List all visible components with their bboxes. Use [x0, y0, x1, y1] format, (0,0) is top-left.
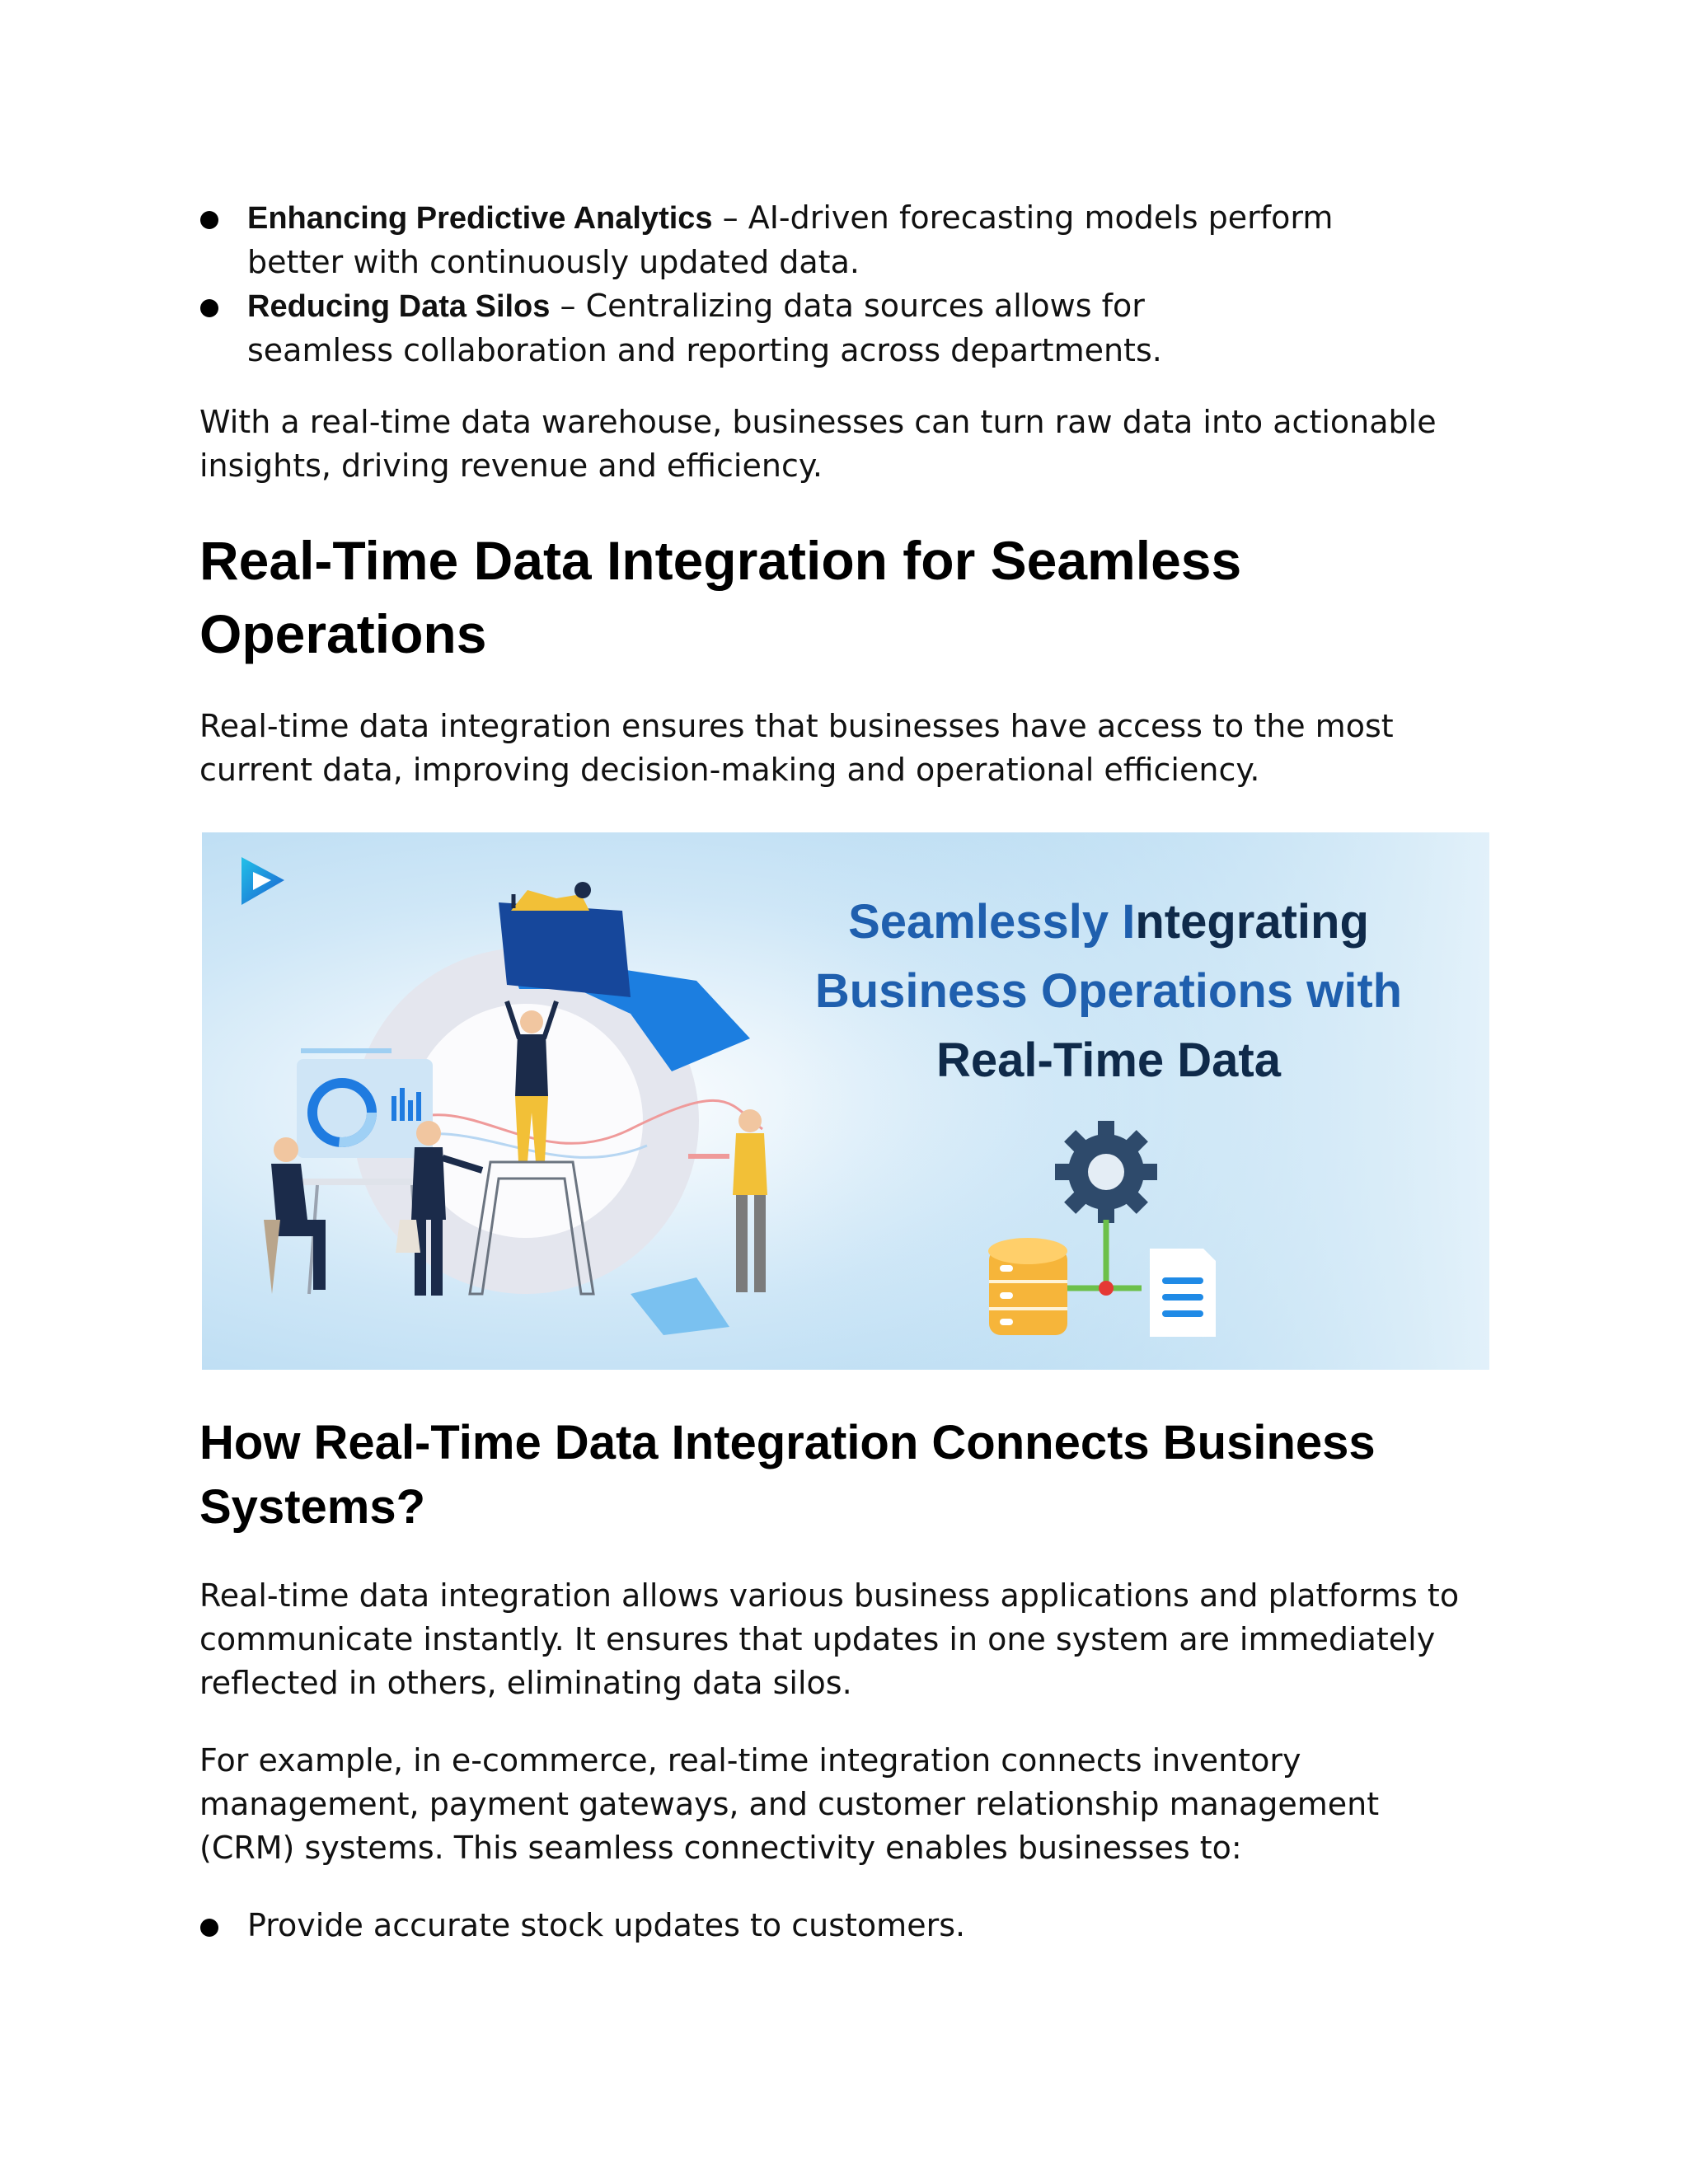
example-paragraph [199, 1739, 1379, 1870]
paragraph-line: Real-time data integration allows various business applications and platforms to [199, 1577, 1460, 1614]
heading-line: Operations [199, 603, 487, 664]
list-item [247, 196, 1451, 284]
bullet-text: better with continuously updated data. [247, 244, 860, 280]
document-icon [1150, 1249, 1216, 1337]
gear-icon [1055, 1121, 1157, 1223]
banner-title-accent: Seamlessly I [848, 895, 1136, 949]
outcome-bullet-list [247, 1904, 1451, 1947]
paragraph-line: (CRM) systems. This seamless connectivity enables businesses to: [199, 1830, 1242, 1866]
connect-paragraph [199, 1574, 1459, 1705]
sub-heading [199, 1411, 1518, 1540]
banner-title-line-3: Real-Time Data [936, 1033, 1281, 1087]
paragraph-line: reflected in others, eliminating data silos. [199, 1665, 852, 1701]
bullet-term: Reducing Data Silos [247, 289, 551, 324]
paragraph-line: communicate instantly. It ensures that updates in one system are immediately [199, 1621, 1436, 1657]
intro-bullet-list [247, 196, 1451, 373]
paragraph-line: For example, in e-commerce, real-time integration connects inventory [199, 1742, 1301, 1779]
bullet-text: – Centralizing data sources allows for [550, 288, 1145, 324]
bullet-term: Enhancing Predictive Analytics [247, 201, 713, 236]
list-item [247, 284, 1451, 373]
paragraph-line: insights, driving revenue and efficiency. [199, 448, 823, 484]
bullet-text: seamless collaboration and reporting across departments. [247, 332, 1162, 368]
bullet-text: Provide accurate stock updates to customers. [247, 1907, 966, 1943]
list-item [247, 1904, 1451, 1947]
paragraph-line: current data, improving decision-making and operational efficiency. [199, 752, 1260, 788]
paragraph-line: Real-time data integration ensures that businesses have access to the most [199, 708, 1394, 744]
bullet-text: – AI-driven forecasting models perform [712, 199, 1334, 236]
integration-banner-image [202, 832, 1489, 1370]
section-intro-paragraph [199, 705, 1394, 792]
heading-line: How Real-Time Data Integration Connects Business [199, 1416, 1376, 1469]
banner-title-line-1 [848, 895, 1369, 949]
dashboard-panel-graphic [297, 1048, 433, 1158]
section-heading [199, 524, 1518, 671]
database-icon [988, 1238, 1067, 1335]
heading-line: Systems? [199, 1480, 426, 1534]
paragraph-line: With a real-time data warehouse, businesses can turn raw data into actionable [199, 404, 1437, 440]
banner-title-rest: ntegrating [1135, 895, 1369, 949]
paragraph-line: management, payment gateways, and customer relationship management [199, 1786, 1380, 1822]
warehouse-paragraph [199, 401, 1437, 488]
banner-title-line-2: Business Operations with [814, 964, 1403, 1018]
heading-line: Real-Time Data Integration for Seamless [199, 530, 1242, 591]
